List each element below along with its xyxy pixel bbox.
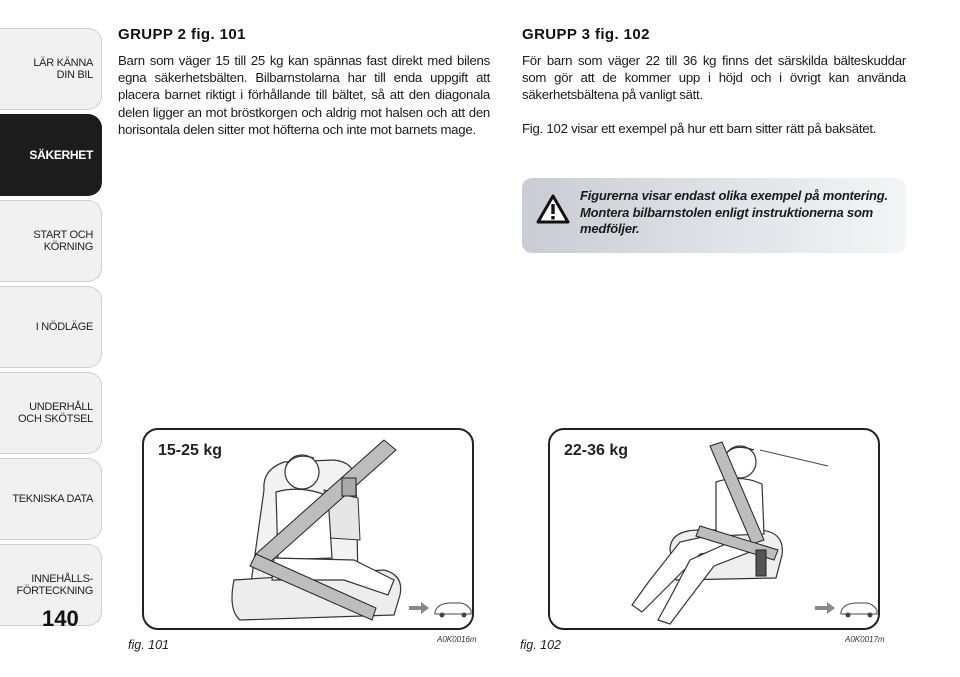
paragraph-grupp-2: Barn som väger 15 till 25 kg kan spännas fast direkt med bilens egna säkerhetsbälten. Bilbarnstolarna har till enda uppgift att placera barnet riktigt i förhållande till bältet, så att den diagonala delen ligger an mot bröstkorgen och aldrig mot halsen och att den horisontala delen sitter mot höfterna och inte mot barnets mage.: [118, 53, 490, 137]
figure-101-weight: 15-25 kg: [158, 442, 223, 459]
figure-102-code: A0K0017m: [845, 635, 885, 644]
tab-i-nodlage[interactable]: I NÖDLÄGE: [0, 286, 102, 368]
figure-102-weight: 22-36 kg: [564, 442, 629, 459]
heading-grupp-3: GRUPP 3 fig. 102: [522, 26, 650, 43]
tab-underhall-och-skotsel[interactable]: UNDERHÅLL OCH SKÖTSEL: [0, 372, 102, 454]
figure-101: [142, 428, 474, 630]
figure-101-caption: fig. 101: [128, 638, 170, 652]
car-direction-icon: [409, 602, 471, 618]
warning-box: [522, 178, 906, 253]
figure-102-caption: fig. 102: [520, 638, 562, 652]
tab-tekniska-data[interactable]: TEKNISKA DATA: [0, 458, 102, 540]
tab-innehallsforteckning[interactable]: INNEHÅLLS- FÖRTECKNING: [0, 544, 102, 626]
booster-cushion-illustration: [550, 430, 878, 628]
heading-grupp-2: GRUPP 2 fig. 101: [118, 26, 246, 43]
warning-text: Figurerna visar endast olika exempel på montering. Montera bilbarnstolen enligt instruktionerna som medföljer.: [580, 188, 888, 236]
paragraph-fig-102: Fig. 102 visar ett exempel på hur ett barn sitter rätt på baksätet.: [522, 121, 877, 136]
paragraph-grupp-3: För barn som väger 22 till 36 kg finns det särskilda bälteskuddar som gör att de kommer upp i höjd och i övrigt kan använda säkerhetsbältena på vanligt sätt.: [522, 53, 906, 103]
tab-lar-kanna-din-bil[interactable]: LÄR KÄNNA DIN BIL: [0, 28, 102, 110]
car-direction-icon: [815, 602, 877, 618]
page-number: 140: [42, 606, 79, 631]
tab-sakerhet[interactable]: SÄKERHET: [0, 114, 102, 196]
figure-101-code: A0K0016m: [437, 635, 477, 644]
child-seat-illustration: [144, 430, 472, 628]
warning-triangle-icon: [536, 194, 570, 224]
tab-start-och-korning[interactable]: START OCH KÖRNING: [0, 200, 102, 282]
figure-102: [548, 428, 880, 630]
